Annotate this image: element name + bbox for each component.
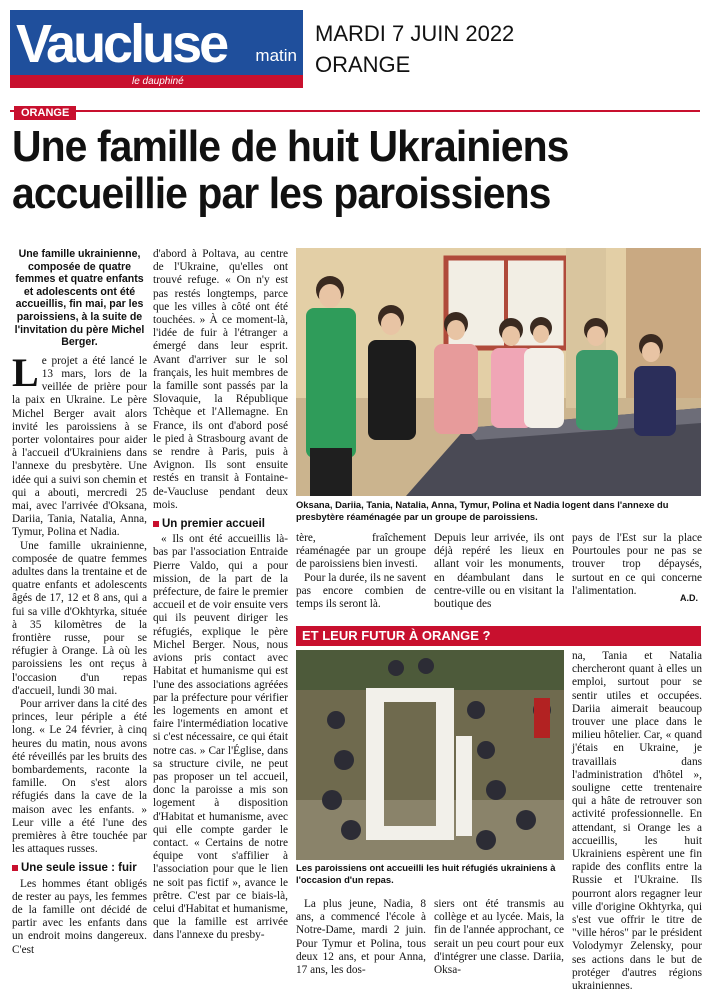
article-column-4-top xyxy=(434,532,564,611)
square-bullet-icon xyxy=(153,521,159,527)
col5-paragraph-1: pays de l'Est sur la place Pourtoules pour ne pas se trouver trop dépaysés, surtout en ce qui concerne l'alimentation. xyxy=(572,532,702,597)
box-col5-paragraph: na, Tania et Natalia chercheront quant à elles un emploi, surtout pour se sentir utiles et occupées. Dariia aimerait beaucoup trouver une place dans le milieu hôtelier. Car, « quand j'étais en Ukraine, je travaillais dans l'administration d'hôtel », souligne cette trentenaire qui a hâte de retrouver son activité professionnelle. En attendant, si Orange les a accueillis, les huit Ukrainiens espèrent une fin rapide des conflits entre la Russie et l'Ukraine. Ils pourront alors regagner leur ville d'origine Okhtyrka, qui s'est vue offrir le titre de "ville héros" par le président Volodymyr Zelensky, pour ses actions dans le but de protéger d'autres régions ukrainiennes. xyxy=(572,650,702,993)
meal-photo xyxy=(296,650,564,860)
headline xyxy=(12,123,654,217)
box-column-3 xyxy=(296,898,426,977)
col3-paragraph-2: Pour la durée, ils ne savent pas encore combien de temps ils seront là. xyxy=(296,571,426,611)
col3-paragraph-1: tère, fraîchement réaménagée par un groupe de paroissiens bien investi. xyxy=(296,532,426,571)
section-tag: ORANGE xyxy=(14,106,76,120)
box-col3-paragraph: La plus jeune, Nadia, 8 ans, a commencé l'école à Notre-Dame, mardi 2 juin. Pour Tymur et Polina, tous deux 12 ans, et pour Anna, 17 ans, les dos- xyxy=(296,898,426,977)
lead-paragraph: Une famille ukrainienne, composée de quatre femmes et quatre enfants et adolescents ont été accueillis, fin mai, par les paroissiens, à la suite de l'invitation du père Michel Berger. xyxy=(14,248,145,349)
section-rule xyxy=(10,110,700,112)
masthead-publisher: le dauphiné xyxy=(132,76,184,87)
article-column-1 xyxy=(12,248,147,957)
dateline-date: MARDI 7 JUIN 2022 xyxy=(315,21,515,46)
masthead-edition: matin xyxy=(255,46,297,65)
col2-paragraph-1: d'abord à Poltava, au centre de l'Ukraine, qu'elles ont trouvé refuge. « On n'y est pas restés longtemps, parce que les villes à côté ont été touchées. » À ce moment-là, l'idée de fuir à l'étranger a émergé dans leur esprit. Avant d'arriver sur le sol français, les huit membres de la famille sont passés par la Slovaquie, la République Tchèque et l'Allemagne. En France, ils ont d'abord posé le pied à Strasbourg avant de se rendre à Paris, puis à Avignon. Ils sont ensuite restés en transit à Fontaine-de-Vaucluse pendant deux mois. xyxy=(153,248,288,511)
masthead-title: Vaucluse xyxy=(16,14,227,74)
article-column-3-top xyxy=(296,532,426,611)
masthead-logo xyxy=(10,10,303,88)
dateline-place: ORANGE xyxy=(315,52,411,77)
author-signature: A.D. xyxy=(680,593,698,603)
subhead-premier-accueil: Un premier accueil xyxy=(153,518,288,531)
dateline xyxy=(315,18,514,80)
col1-paragraph-1: e projet a été lancé le 13 mars, lors de la veillée de prière pour la paix en Ukraine. Le père Michel Berger avait alors invité les paroissiens à se porter volontaires pour aider à l'accueil d'Ukrainiens dans l'annexe du presbytère. Une idée qui a suivi son chemin et qui a abouti, mercredi 25 mai, avec l'arrivée d'Oksana, Dariia, Tania, Natalia, Anna, Tymur, Polina et Nadia. xyxy=(12,354,147,539)
col2-paragraph-2: « Ils ont été accueillis là-bas par l'association Entraide Pierre Valdo, qui a pour mission, de la part de la préfecture, de faire le premier accueil et de voir ensuite vers qui ils peuvent diriger les réfugiés, explique le père Michel Berger. Nous, nous avions pris contact avec Habitat et humanisme qui est l'une des associations agréées par la préfecture pour vérifier les logements en amont et faire l'intermédiation locative si c'est nécessaire, ce qui était notre cas. » Car l'Église, dans sa structure civile, ne peut pas proposer un tel accueil, donc la paroisse a mis son logement à disposition d'Habitat et humanisme, avec qui elle compte garder le contact. « Certains de notre équipe vont s'affilier à l'association pour que le lien ne soit pas fictif », avance le prêtre. C'est par ce biais-là, celui d'Habitat et humanisme, que la famille est arrivée dans l'annexe du presby- xyxy=(153,533,288,942)
col1-paragraph-3: Pour arriver dans la cité des princes, leur périple a été long. « Le 24 février, à cinq heures du matin, nous avons été réveillés par les bruits des bombardements, raconte la famille. On s'est alors réfugiés dans la cave de la maison avec les enfants. » Leur ville a été l'une des premières à être touchée par les attaques russes. xyxy=(12,698,147,856)
headline-line-1: Une famille de huit Ukrainiens xyxy=(12,122,569,171)
col4-paragraph-1: Depuis leur arrivée, ils ont déjà repéré les lieux en allant voir les monuments, en déambulant dans le centre-ville ou en visitant la boutique des xyxy=(434,532,564,611)
dropcap: L xyxy=(12,349,39,395)
square-bullet-icon xyxy=(12,865,18,871)
box-banner: ET LEUR FUTUR À ORANGE ? xyxy=(296,626,701,646)
family-photo xyxy=(296,248,701,496)
article-column-5-top xyxy=(572,532,702,598)
meal-photo-caption: Les paroissiens ont accueilli les huit réfugiés ukrainiens à l'occasion d'un repas. xyxy=(296,862,556,885)
family-photo-image xyxy=(296,248,701,496)
headline-line-2: accueillie par les paroissiens xyxy=(12,169,551,218)
box-column-5 xyxy=(572,650,702,993)
family-photo-caption: Oksana, Dariia, Tania, Natalia, Anna, Tymur, Polina et Nadia logent dans l'annexe du presbytère réaménagée par un groupe de paroissiens. xyxy=(296,499,669,522)
col1-paragraph-2: Une famille ukrainienne, composée de quatre femmes adultes dans la trentaine et de quatre enfants et adolescents âgés de 17, 12 et 8 ans, qui a fui sa ville d'Okhtyrka, située à 35 kilomètres de la frontière russe, pour se réfugier à Orange. Là où les paroissiens les ont reçus à l'occasion d'un repas d'accueil, lundi 30 mai. xyxy=(12,539,147,697)
meal-photo-image xyxy=(296,650,564,860)
box-col4-paragraph: siers ont été transmis au collège et au lycée. Mais, la fin de l'année approchant, ce serait un peu court pour eux d'intégrer une classe. Dariia, Oksa- xyxy=(434,898,564,977)
subhead-fuir: Une seule issue : fuir xyxy=(12,862,147,875)
box-column-4 xyxy=(434,898,564,977)
col1-paragraph-4: Les hommes étant obligés de rester au pays, les femmes de la famille ont décidé de partir avec les enfants dans un endroit moins dangereux. C'est xyxy=(12,877,147,956)
article-column-2 xyxy=(153,248,288,943)
